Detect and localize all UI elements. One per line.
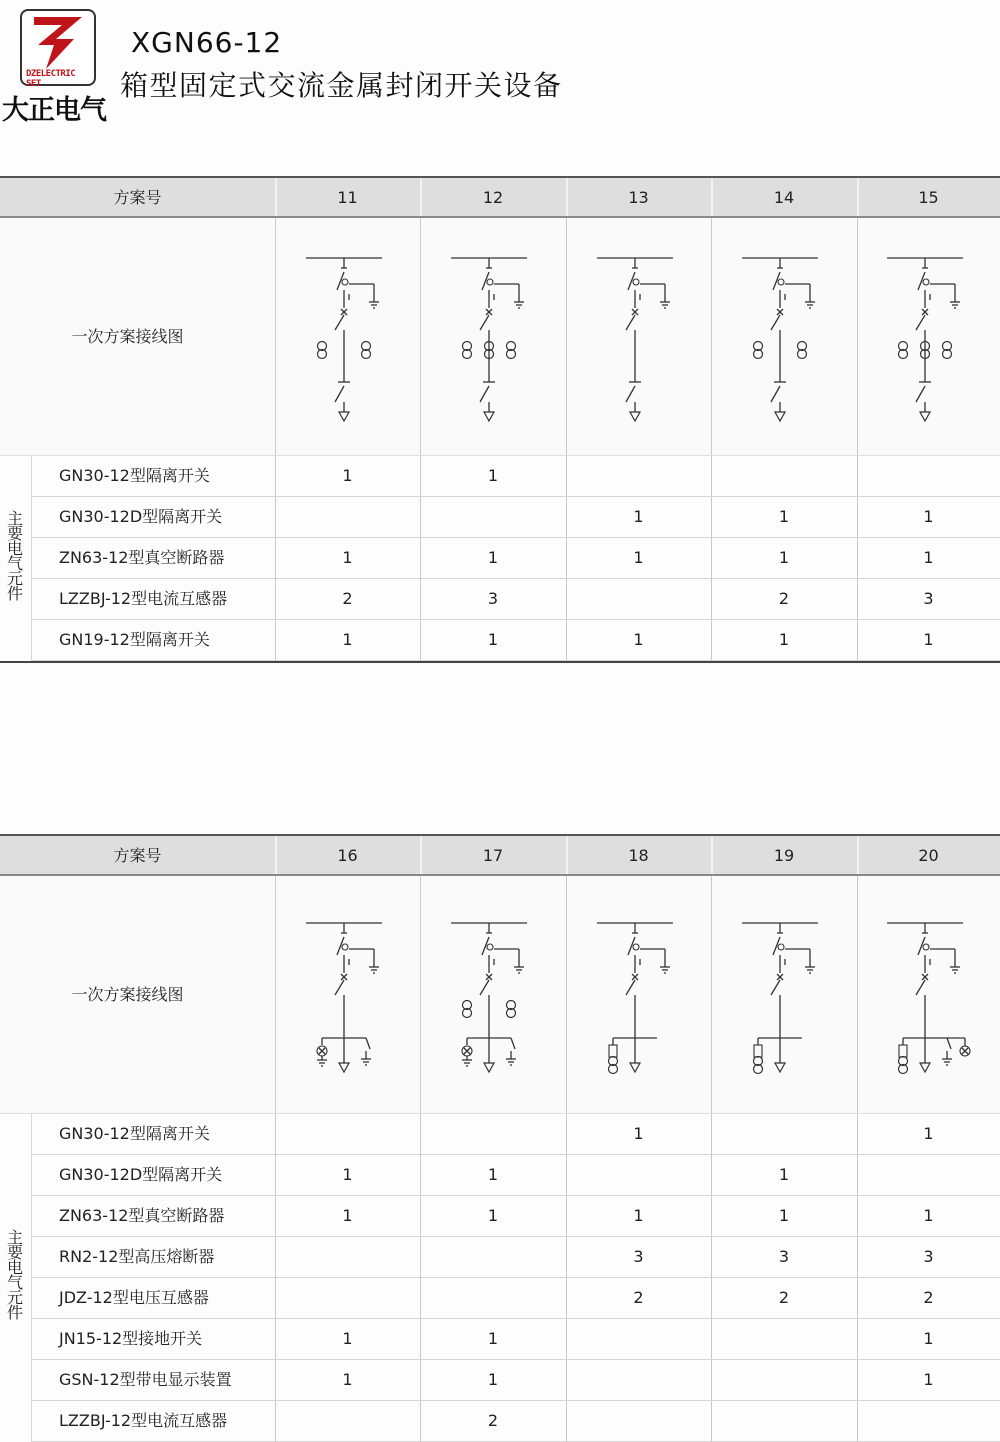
- column-divider: [711, 876, 712, 1113]
- component-quantity: 1: [487, 1165, 499, 1184]
- single-line-diagram-icon: [857, 876, 1000, 1114]
- column-divider: [857, 1155, 858, 1195]
- scheme-table-2: [0, 834, 1000, 1442]
- component-row: [32, 579, 1000, 620]
- table-header-row: [0, 834, 1000, 876]
- component-name: RN2-12型高压熔断器: [59, 1247, 215, 1266]
- column-divider: [275, 1278, 276, 1318]
- component-quantity: [420, 1114, 566, 1154]
- column-divider: [566, 1196, 567, 1236]
- component-quantity: [275, 497, 420, 537]
- column-divider: [857, 497, 858, 537]
- column-divider: [857, 1278, 858, 1318]
- components-side-panel: [0, 456, 32, 661]
- component-quantity: 1: [633, 1124, 644, 1143]
- component-row: [32, 456, 1000, 497]
- column-divider: [711, 497, 712, 537]
- component-quantity: [275, 1114, 420, 1154]
- component-quantity: 1: [342, 548, 353, 567]
- column-divider: [711, 1278, 712, 1318]
- logo-brand-en: DZELECTRIC SET: [26, 69, 76, 89]
- column-divider: [857, 1237, 858, 1277]
- column-divider: [857, 1319, 858, 1359]
- column-divider: [275, 218, 276, 455]
- component-row: [32, 1237, 1000, 1278]
- component-quantity: 2: [923, 1288, 934, 1307]
- column-divider: [566, 1401, 567, 1441]
- column-divider: [420, 218, 421, 455]
- column-divider: [275, 456, 276, 496]
- scheme-number-19: 19: [773, 846, 795, 865]
- column-divider: [711, 456, 712, 496]
- wiring-diagram-18: [566, 876, 711, 1114]
- column-divider: [711, 1237, 712, 1277]
- component-name: GSN-12型带电显示装置: [59, 1370, 232, 1389]
- components-side-panel: [0, 1114, 32, 1442]
- column-divider: [857, 538, 858, 578]
- component-name: JDZ-12型电压互感器: [59, 1288, 209, 1307]
- column-divider: [711, 1114, 712, 1154]
- single-line-diagram-icon: [711, 218, 857, 456]
- scheme-number-11: 11: [337, 188, 358, 207]
- column-divider: [857, 876, 858, 1113]
- component-quantity: [566, 456, 711, 496]
- component-quantity: 1: [342, 1206, 353, 1225]
- table-bottom-rule: [0, 661, 1000, 663]
- column-divider: [420, 1155, 421, 1195]
- component-quantity: 2: [778, 589, 790, 608]
- wiring-diagram-17: [420, 876, 566, 1114]
- column-divider: [857, 218, 858, 455]
- component-quantity: [711, 1114, 857, 1154]
- component-quantity: 1: [923, 630, 934, 649]
- component-quantity: [857, 1401, 1000, 1441]
- column-divider: [275, 620, 276, 660]
- product-model: XGN66-12: [131, 26, 283, 59]
- component-quantity: 1: [487, 1206, 499, 1225]
- component-quantity: 1: [923, 507, 934, 526]
- component-row: [32, 1155, 1000, 1196]
- component-name: GN30-12型隔离开关: [59, 1124, 210, 1143]
- component-quantity: 3: [923, 1247, 934, 1266]
- single-line-diagram-icon: [275, 218, 420, 456]
- component-quantity: 3: [487, 589, 499, 608]
- column-divider: [711, 1401, 712, 1441]
- component-quantity: 1: [778, 548, 790, 567]
- column-divider: [566, 1278, 567, 1318]
- wiring-diagram-13: [566, 218, 711, 456]
- scheme-number-18: 18: [628, 846, 649, 865]
- diagram-row-label: 一次方案接线图: [71, 327, 184, 346]
- component-quantity: 1: [923, 548, 934, 567]
- column-divider: [275, 1237, 276, 1277]
- component-name: ZN63-12型真空断路器: [59, 548, 225, 567]
- component-quantity: 2: [778, 1288, 790, 1307]
- component-name: GN30-12型隔离开关: [59, 466, 210, 485]
- column-divider: [420, 1401, 421, 1441]
- component-quantity: 1: [778, 630, 790, 649]
- scheme-number-20: 20: [918, 846, 939, 865]
- component-quantity: 1: [342, 1370, 353, 1389]
- component-quantity: [857, 456, 1000, 496]
- logo-brand-cn: 大正电气: [2, 95, 106, 126]
- column-divider: [566, 620, 567, 660]
- component-block: [0, 1114, 1000, 1442]
- component-name: JN15-12型接地开关: [59, 1329, 203, 1348]
- component-row: [32, 620, 1000, 661]
- scheme-number-14: 14: [773, 188, 795, 207]
- scheme-number-17: 17: [482, 846, 504, 865]
- component-row: [32, 1360, 1000, 1401]
- scheme-number-12: 12: [482, 188, 504, 207]
- component-quantity: [275, 1401, 420, 1441]
- column-divider: [275, 1114, 276, 1154]
- component-name: ZN63-12型真空断路器: [59, 1206, 225, 1225]
- component-quantity: 3: [778, 1247, 790, 1266]
- single-line-diagram-icon: [420, 218, 566, 456]
- page-header: [0, 0, 1000, 130]
- product-title: 箱型固定式交流金属封闭开关设备: [120, 69, 563, 102]
- column-divider: [275, 876, 276, 1113]
- component-name: LZZBJ-12型电流互感器: [59, 1411, 228, 1430]
- column-divider: [711, 1196, 712, 1236]
- diagram-row: [0, 876, 1000, 1114]
- component-quantity: 1: [487, 630, 499, 649]
- component-quantity: [420, 497, 566, 537]
- column-divider: [420, 538, 421, 578]
- column-divider: [566, 497, 567, 537]
- wiring-diagram-20: [857, 876, 1000, 1114]
- column-divider: [275, 1196, 276, 1236]
- component-quantity: [275, 1278, 420, 1318]
- column-divider: [857, 1360, 858, 1400]
- component-quantity: [566, 1401, 711, 1441]
- component-quantity: 1: [342, 630, 353, 649]
- component-quantity: 1: [923, 1329, 934, 1348]
- company-logo: [20, 9, 96, 89]
- component-quantity: 1: [923, 1206, 934, 1225]
- scheme-number-15: 15: [918, 188, 939, 207]
- column-divider: [275, 1401, 276, 1441]
- component-quantity: 3: [633, 1247, 644, 1266]
- wiring-diagram-12: [420, 218, 566, 456]
- component-quantity: 2: [633, 1288, 644, 1307]
- table-header-row: [0, 176, 1000, 218]
- column-divider: [420, 1196, 421, 1236]
- component-quantity: 1: [633, 507, 644, 526]
- component-quantity: [566, 1319, 711, 1359]
- component-quantity: 1: [923, 1370, 934, 1389]
- component-row: [32, 497, 1000, 538]
- column-divider: [711, 218, 712, 455]
- component-row: [32, 1319, 1000, 1360]
- single-line-diagram-icon: [711, 876, 857, 1114]
- component-name: GN19-12型隔离开关: [59, 630, 210, 649]
- column-divider: [420, 1278, 421, 1318]
- column-divider: [711, 836, 713, 874]
- single-line-diagram-icon: [275, 876, 420, 1114]
- column-divider: [857, 178, 859, 216]
- component-quantity: 1: [633, 548, 644, 567]
- column-divider: [566, 836, 568, 874]
- scheme-table-1: [0, 176, 1000, 661]
- component-quantity: [711, 1401, 857, 1441]
- component-quantity: [857, 1155, 1000, 1195]
- column-divider: [566, 1155, 567, 1195]
- column-divider: [420, 178, 422, 216]
- scheme-number-16: 16: [337, 846, 358, 865]
- column-divider: [857, 1401, 858, 1441]
- column-divider: [420, 456, 421, 496]
- component-row: [32, 1401, 1000, 1442]
- component-quantity: [711, 456, 857, 496]
- component-row: [32, 1196, 1000, 1237]
- wiring-diagram-19: [711, 876, 857, 1114]
- component-quantity: 1: [633, 630, 644, 649]
- component-quantity: [275, 1237, 420, 1277]
- component-quantity: [566, 579, 711, 619]
- column-divider: [711, 1319, 712, 1359]
- component-block: [0, 456, 1000, 661]
- column-divider: [711, 620, 712, 660]
- component-quantity: [566, 1155, 711, 1195]
- column-divider: [711, 538, 712, 578]
- column-divider: [566, 579, 567, 619]
- column-divider: [420, 579, 421, 619]
- column-divider: [566, 1237, 567, 1277]
- component-row: [32, 538, 1000, 579]
- column-divider: [566, 218, 567, 455]
- diagram-row: [0, 218, 1000, 456]
- component-quantity: 3: [923, 589, 934, 608]
- column-divider: [420, 836, 422, 874]
- component-quantity: [420, 1278, 566, 1318]
- column-divider: [420, 1319, 421, 1359]
- wiring-diagram-16: [275, 876, 420, 1114]
- diagram-row-label: 一次方案接线图: [71, 985, 184, 1004]
- column-divider: [857, 836, 859, 874]
- single-line-diagram-icon: [420, 876, 566, 1114]
- wiring-diagram-11: [275, 218, 420, 456]
- component-row: [32, 1114, 1000, 1155]
- component-quantity: 2: [487, 1411, 499, 1430]
- column-divider: [275, 1360, 276, 1400]
- column-divider: [566, 538, 567, 578]
- column-divider: [275, 1155, 276, 1195]
- column-divider: [711, 1360, 712, 1400]
- main-components-label: 主要电气元件: [6, 1228, 23, 1322]
- component-name: LZZBJ-12型电流互感器: [59, 589, 228, 608]
- column-divider: [275, 178, 277, 216]
- column-divider: [857, 1196, 858, 1236]
- column-divider: [711, 1155, 712, 1195]
- single-line-diagram-icon: [857, 218, 1000, 456]
- column-divider: [857, 456, 858, 496]
- scheme-number-13: 13: [628, 188, 649, 207]
- component-quantity: 1: [342, 466, 353, 485]
- column-divider: [857, 1114, 858, 1154]
- column-divider: [420, 876, 421, 1113]
- scheme-number-label: 方案号: [113, 846, 162, 865]
- component-quantity: 1: [778, 1206, 790, 1225]
- main-components-label: 主要电气元件: [6, 509, 23, 603]
- column-divider: [420, 1360, 421, 1400]
- column-divider: [275, 836, 277, 874]
- component-quantity: 1: [633, 1206, 644, 1225]
- column-divider: [566, 876, 567, 1113]
- column-divider: [420, 497, 421, 537]
- column-divider: [711, 178, 713, 216]
- column-divider: [857, 579, 858, 619]
- component-quantity: 1: [487, 1329, 499, 1348]
- column-divider: [420, 1237, 421, 1277]
- column-divider: [711, 579, 712, 619]
- component-row: [32, 1278, 1000, 1319]
- component-quantity: [711, 1360, 857, 1400]
- component-quantity: 1: [778, 507, 790, 526]
- wiring-diagram-14: [711, 218, 857, 456]
- component-quantity: 1: [487, 548, 499, 567]
- component-quantity: [420, 1237, 566, 1277]
- column-divider: [275, 497, 276, 537]
- column-divider: [857, 620, 858, 660]
- single-line-diagram-icon: [566, 876, 711, 1114]
- component-quantity: 1: [487, 1370, 499, 1389]
- column-divider: [420, 1114, 421, 1154]
- wiring-diagram-15: [857, 218, 1000, 456]
- column-divider: [275, 538, 276, 578]
- lightning-z-icon: [28, 13, 90, 71]
- component-quantity: [566, 1360, 711, 1400]
- column-divider: [275, 1319, 276, 1359]
- column-divider: [420, 620, 421, 660]
- component-quantity: 1: [778, 1165, 790, 1184]
- component-name: GN30-12D型隔离开关: [59, 507, 223, 526]
- component-quantity: 2: [342, 589, 353, 608]
- column-divider: [566, 1114, 567, 1154]
- single-line-diagram-icon: [566, 218, 711, 456]
- component-quantity: 1: [342, 1329, 353, 1348]
- component-quantity: [711, 1319, 857, 1359]
- column-divider: [566, 1360, 567, 1400]
- component-quantity: 1: [342, 1165, 353, 1184]
- column-divider: [566, 456, 567, 496]
- column-divider: [566, 1319, 567, 1359]
- column-divider: [275, 579, 276, 619]
- component-name: GN30-12D型隔离开关: [59, 1165, 223, 1184]
- component-quantity: 1: [923, 1124, 934, 1143]
- scheme-number-label: 方案号: [113, 188, 162, 207]
- component-quantity: 1: [487, 466, 499, 485]
- column-divider: [566, 178, 568, 216]
